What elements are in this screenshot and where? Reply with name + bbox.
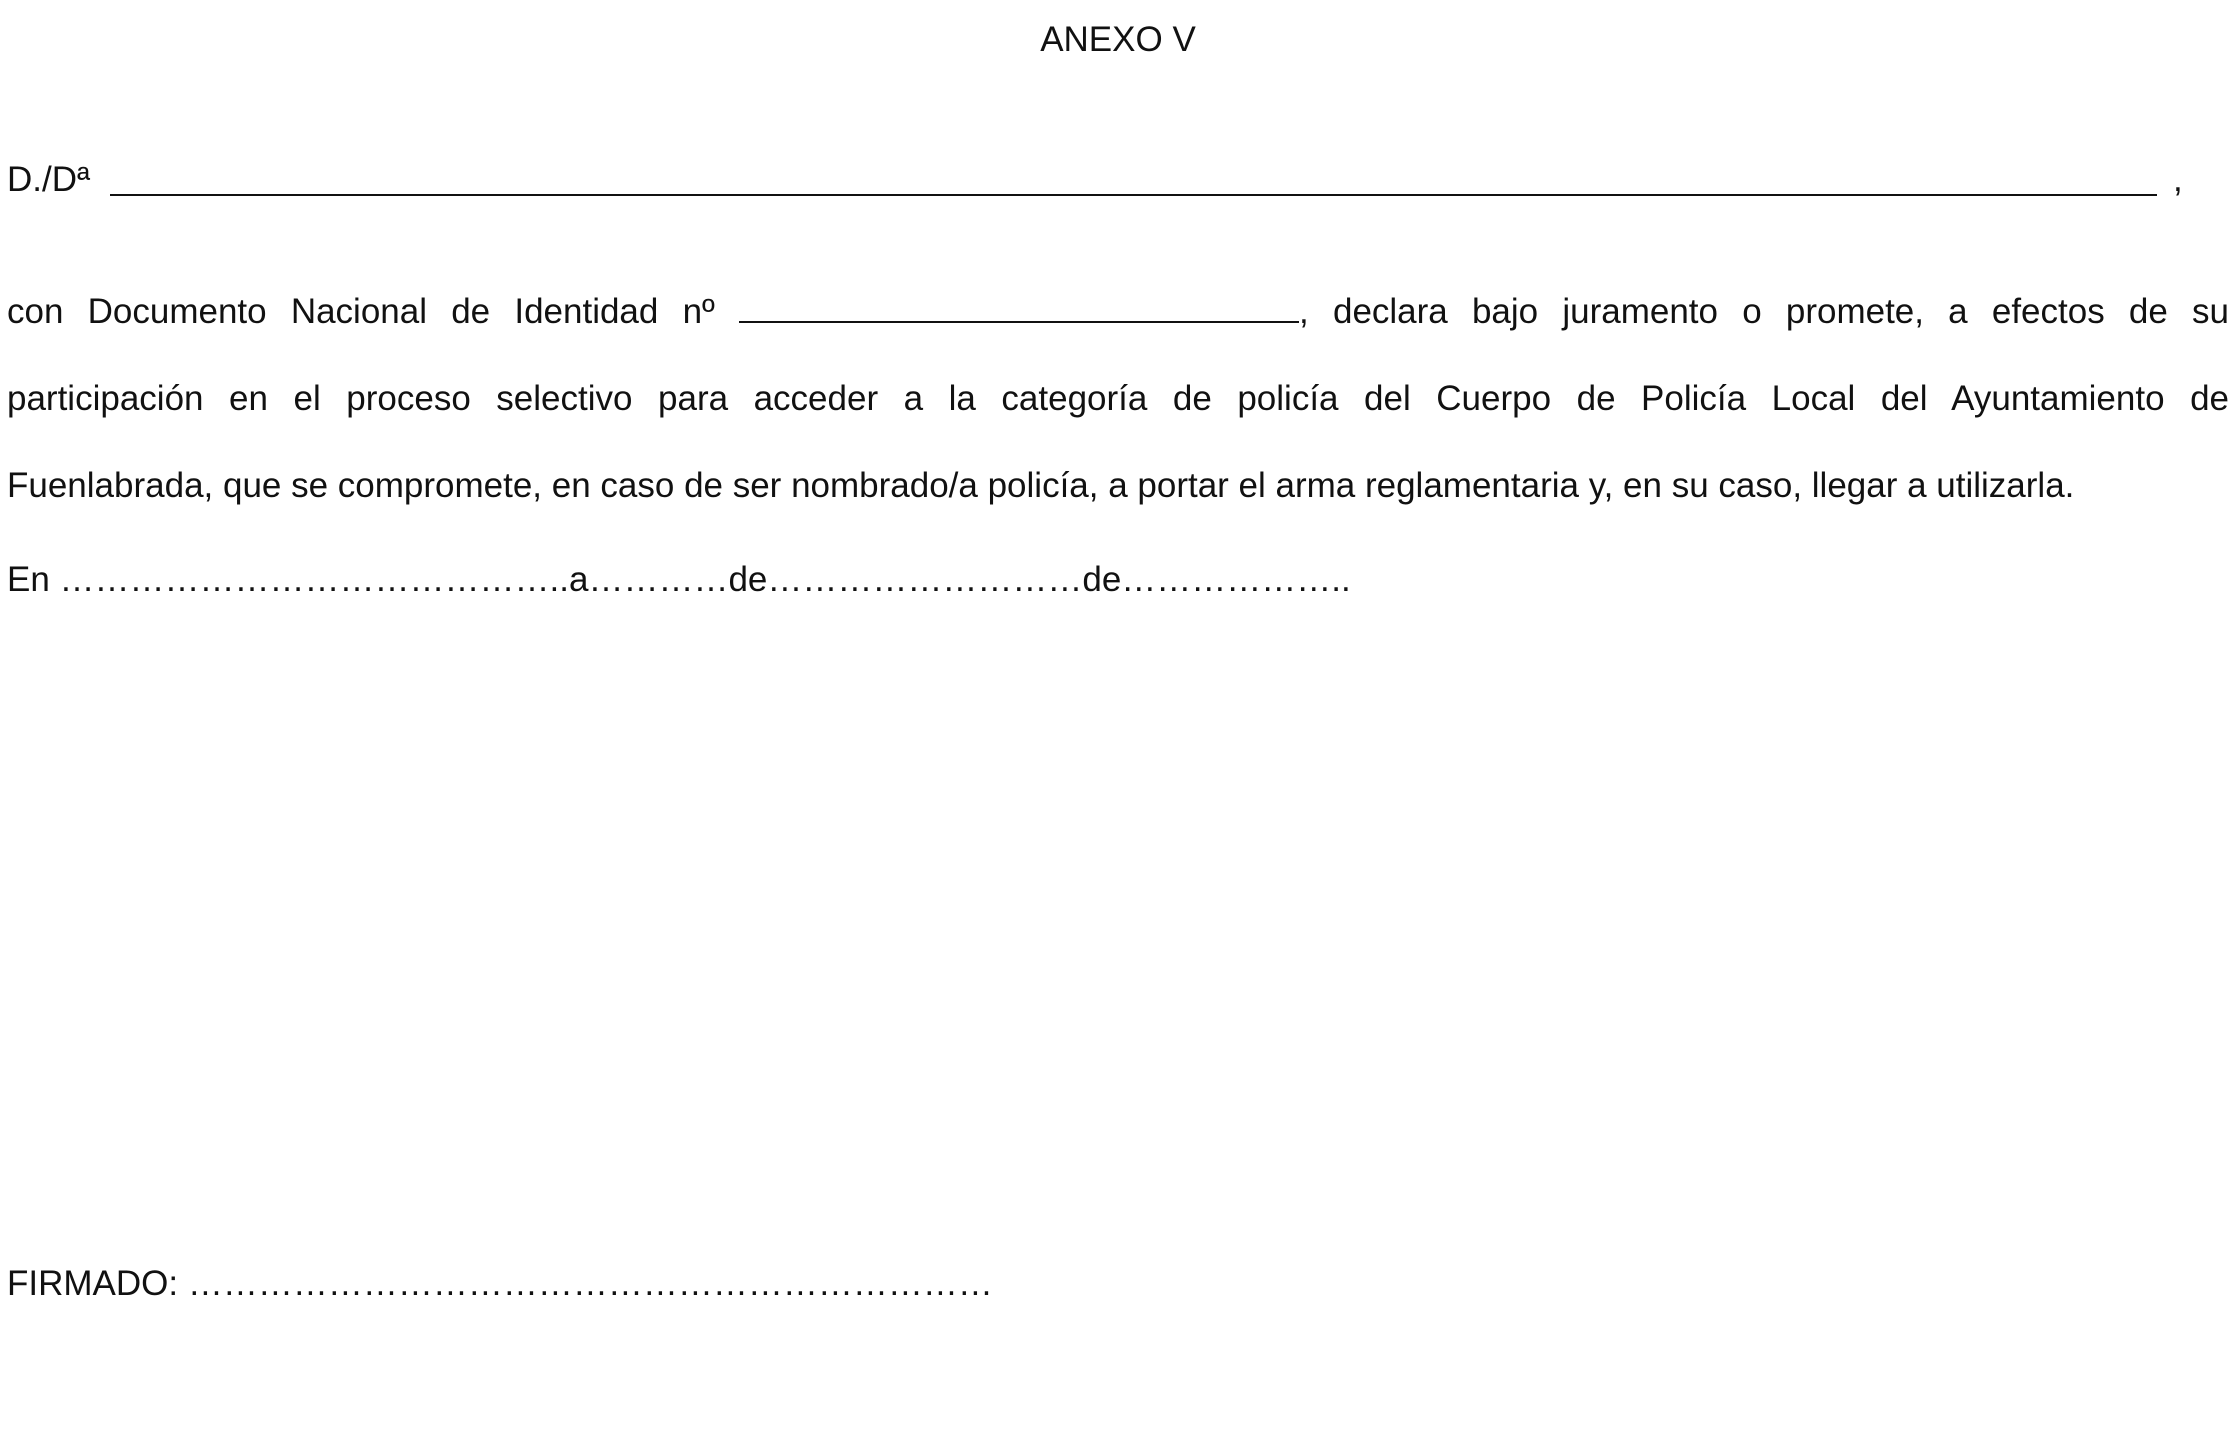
place-date-line[interactable]: En ……………………………………..a…………de………………………de……………….. (7, 560, 1351, 599)
declaration-line-2: participación en el proceso selectivo para acceder a la categoría de policía del Cuerpo de Policía Local del Ayuntamiento de (7, 379, 2229, 418)
dni-field-blank[interactable] (739, 293, 1299, 323)
declaration-line-3: Fuenlabrada, que se compromete, en caso de ser nombrado/a policía, a portar el arma reglamentaria y, en su caso, llegar a utilizarla. (7, 466, 2075, 505)
name-field-blank[interactable] (110, 194, 2157, 196)
signature-line[interactable]: FIRMADO: …………………………………………………………… (7, 1264, 993, 1303)
name-field-label: D./Dª (7, 160, 90, 199)
name-field-suffix: , (2173, 160, 2183, 199)
declaration-line-1-end: , declara bajo juramento o promete, a efectos de su (1299, 292, 2230, 331)
document-title: ANEXO V (1040, 20, 1196, 59)
declaration-line-1-start: con Documento Nacional de Identidad nº (7, 292, 715, 331)
name-field-row (7, 158, 2229, 202)
declaration-paragraph (7, 268, 2229, 529)
declaration-line-1 (7, 268, 2229, 355)
